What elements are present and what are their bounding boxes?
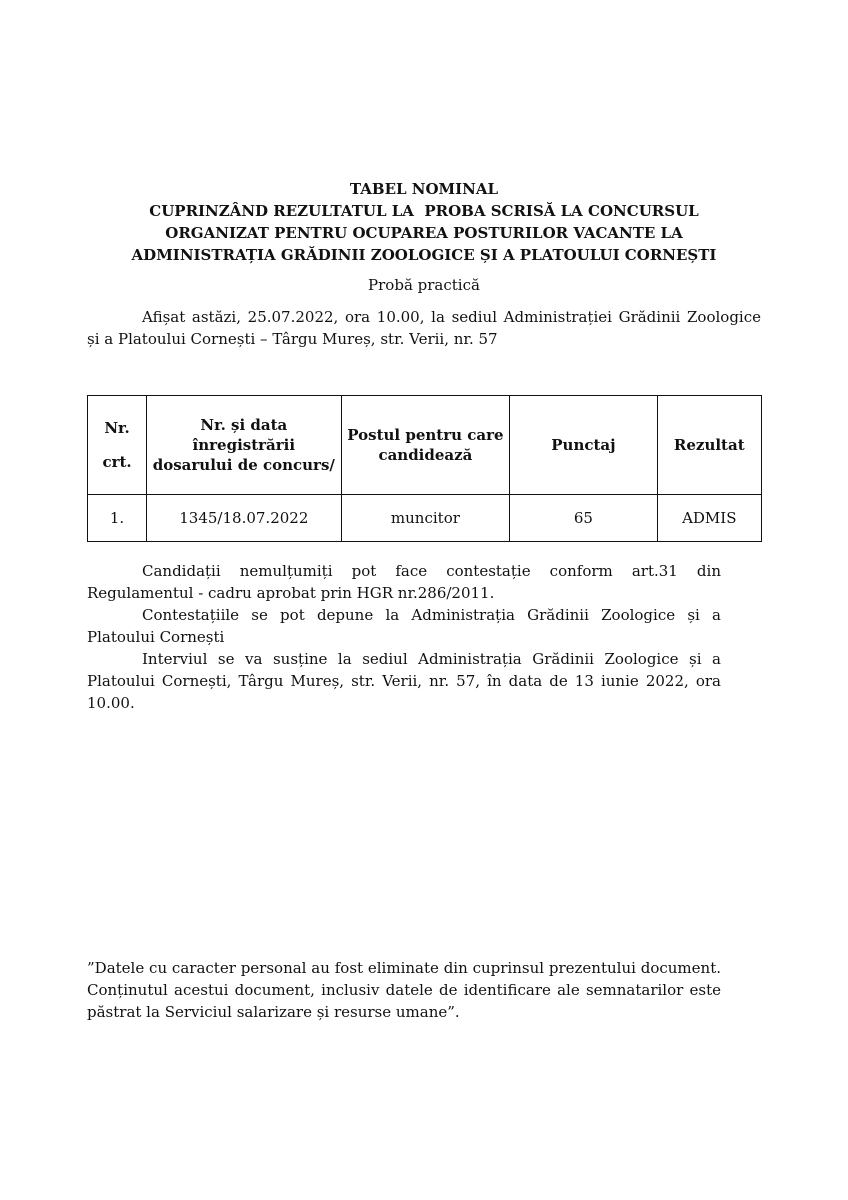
table-header-row (88, 396, 762, 495)
cell-position: muncitor (341, 495, 510, 542)
cell-registration: 1345/18.07.2022 (147, 495, 341, 542)
cell-result: ADMIS (657, 495, 761, 542)
interview-paragraph: Interviul se va susține la sediul Administrația Grădinii Zoologice și a Platoului Cornești, Târgu Mureș, str. Verii, nr. 57, în data de 13 iunie 2022, ora 10.00. (87, 650, 721, 712)
header-nr (88, 396, 147, 495)
header-result: Rezultat (657, 396, 761, 495)
document-title (87, 178, 761, 266)
header-nr-line2: crt. (102, 453, 132, 471)
title-line-4: ADMINISTRAȚIA GRĂDINII ZOOLOGICE ȘI A PLATOULUI CORNEȘTI (131, 246, 717, 264)
title-line-2: CUPRINZÂND REZULTATUL LA PROBA SCRISĂ LA CONCURSUL (149, 202, 699, 220)
results-table (87, 395, 762, 542)
appeal-paragraph: Candidații nemulțumiți pot face contestație conform art.31 din Regulamentul - cadru aprobat prin HGR nr.286/2011. (87, 562, 721, 602)
cell-score: 65 (510, 495, 657, 542)
privacy-disclaimer: ”Datele cu caracter personal au fost eliminate din cuprinsul prezentului document. Conținutul acestui document, inclusiv datele de identificare ale semnatarilor este păstrat la Serviciul salarizare și resurse umane”. (87, 959, 721, 1021)
title-line-3: ORGANIZAT PENTRU OCUPAREA POSTURILOR VACANTE LA (165, 224, 683, 242)
title-line-1: TABEL NOMINAL (349, 180, 499, 198)
posted-notice: Afișat astăzi, 25.07.2022, ora 10.00, la sediul Administrației Grădinii Zoologice și a Platoului Cornești – Târgu Mureș, str. Verii, nr. 57 (87, 308, 761, 348)
cell-nr: 1. (88, 495, 147, 542)
appeal-location-paragraph: Contestațiile se pot depune la Administrația Grădinii Zoologice și a Platoului Cornești (87, 606, 721, 646)
header-registration: Nr. și data înregistrării dosarului de concurs/ (147, 396, 341, 495)
notes-section (87, 560, 721, 714)
table-row (88, 495, 762, 542)
header-score: Punctaj (510, 396, 657, 495)
header-position: Postul pentru care candidează (341, 396, 510, 495)
header-nr-line1: Nr. (104, 419, 130, 437)
exam-type-subtitle: Probă practică (368, 276, 480, 294)
